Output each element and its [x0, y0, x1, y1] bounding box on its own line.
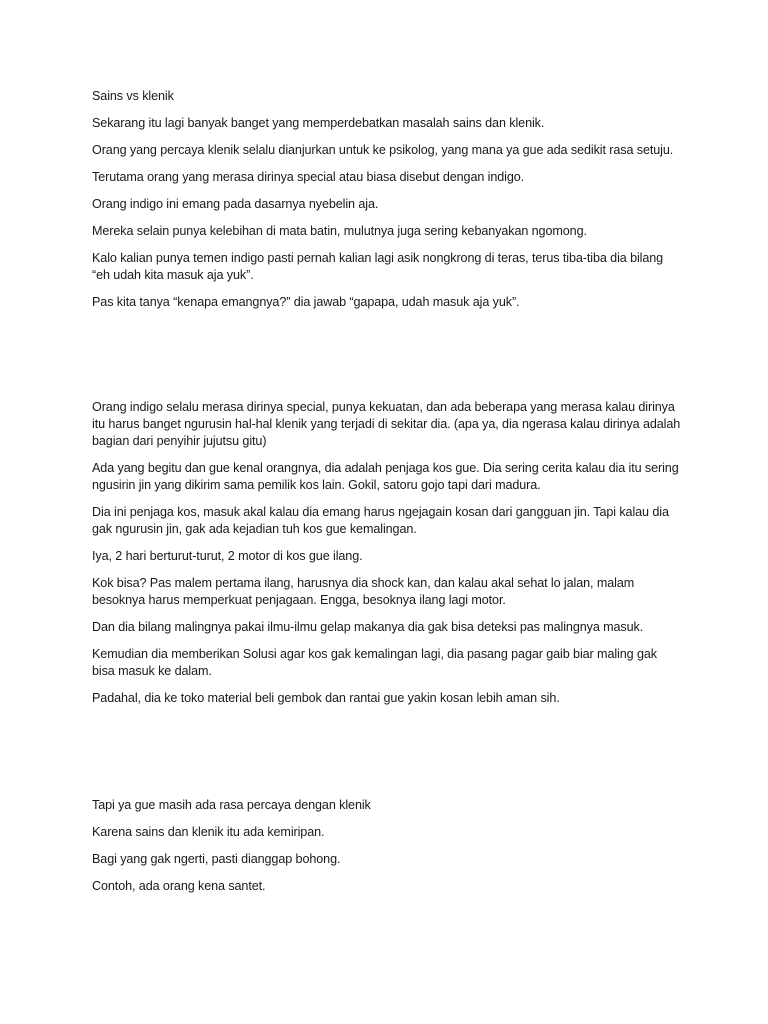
document-title: Sains vs klenik	[92, 89, 174, 103]
document-body	[92, 88, 682, 905]
paragraph: Bagi yang gak ngerti, pasti dianggap bohong.	[92, 852, 341, 866]
paragraph: Orang yang percaya klenik selalu dianjurkan untuk ke psikolog, yang mana ya gue ada sedikit rasa setuju.	[92, 143, 674, 157]
paragraph: Kok bisa? Pas malem pertama ilang, harusnya dia shock kan, dan kalau akal sehat lo jalan, malam besoknya harus memperkuat penjagaan. Engga, besoknya ilang lagi motor.	[92, 576, 635, 607]
paragraph: Kemudian dia memberikan Solusi agar kos gak kemalingan lagi, dia pasang pagar gaib biar maling gak bisa masuk ke dalam.	[92, 647, 657, 678]
paragraph: Karena sains dan klenik itu ada kemiripan.	[92, 825, 325, 839]
paragraph: Dan dia bilang malingnya pakai ilmu-ilmu gelap makanya dia gak bisa deteksi pas malingnya masuk.	[92, 620, 644, 634]
paragraph: Kalo kalian punya temen indigo pasti pernah kalian lagi asik nongkrong di teras, terus tiba-tiba dia bilang “eh udah kita masuk aja yuk”.	[92, 251, 664, 282]
blank-space	[92, 717, 682, 797]
paragraph: Terutama orang yang merasa dirinya special atau biasa disebut dengan indigo.	[92, 170, 525, 184]
paragraph: Sekarang itu lagi banyak banget yang memperdebatkan masalah sains dan klenik.	[92, 116, 545, 130]
paragraph: Pas kita tanya “kenapa emangnya?” dia jawab “gapapa, udah masuk aja yuk”.	[92, 295, 520, 309]
paragraph: Ada yang begitu dan gue kenal orangnya, dia adalah penjaga kos gue. Dia sering cerita kalau dia itu sering ngusirin jin yang dikirim sama pemilik kos lain. Gokil, satoru gojo tapi dari madura.	[92, 461, 679, 492]
paragraph: Contoh, ada orang kena santet.	[92, 879, 266, 893]
paragraph: Orang indigo selalu merasa dirinya special, punya kekuatan, dan ada beberapa yang merasa kalau dirinya itu harus banget ngurusin hal-hal klenik yang terjadi di sekitar dia. (apa ya, dia ngerasa kalau dirinya adalah bagian dari penyihir jujutsu gitu)	[92, 400, 681, 448]
paragraph: Mereka selain punya kelebihan di mata batin, mulutnya juga sering kebanyakan ngomong.	[92, 224, 587, 238]
paragraph: Iya, 2 hari berturut-turut, 2 motor di kos gue ilang.	[92, 549, 363, 563]
paragraph: Dia ini penjaga kos, masuk akal kalau dia emang harus ngejagain kosan dari gangguan jin. Tapi kalau dia gak ngurusin jin, gak ada kejadian tuh kos gue kemalingan.	[92, 505, 669, 536]
paragraph: Orang indigo ini emang pada dasarnya nyebelin aja.	[92, 197, 379, 211]
blank-space	[92, 321, 682, 399]
paragraph: Padahal, dia ke toko material beli gembok dan rantai gue yakin kosan lebih aman sih.	[92, 691, 560, 705]
paragraph: Tapi ya gue masih ada rasa percaya dengan klenik	[92, 798, 371, 812]
